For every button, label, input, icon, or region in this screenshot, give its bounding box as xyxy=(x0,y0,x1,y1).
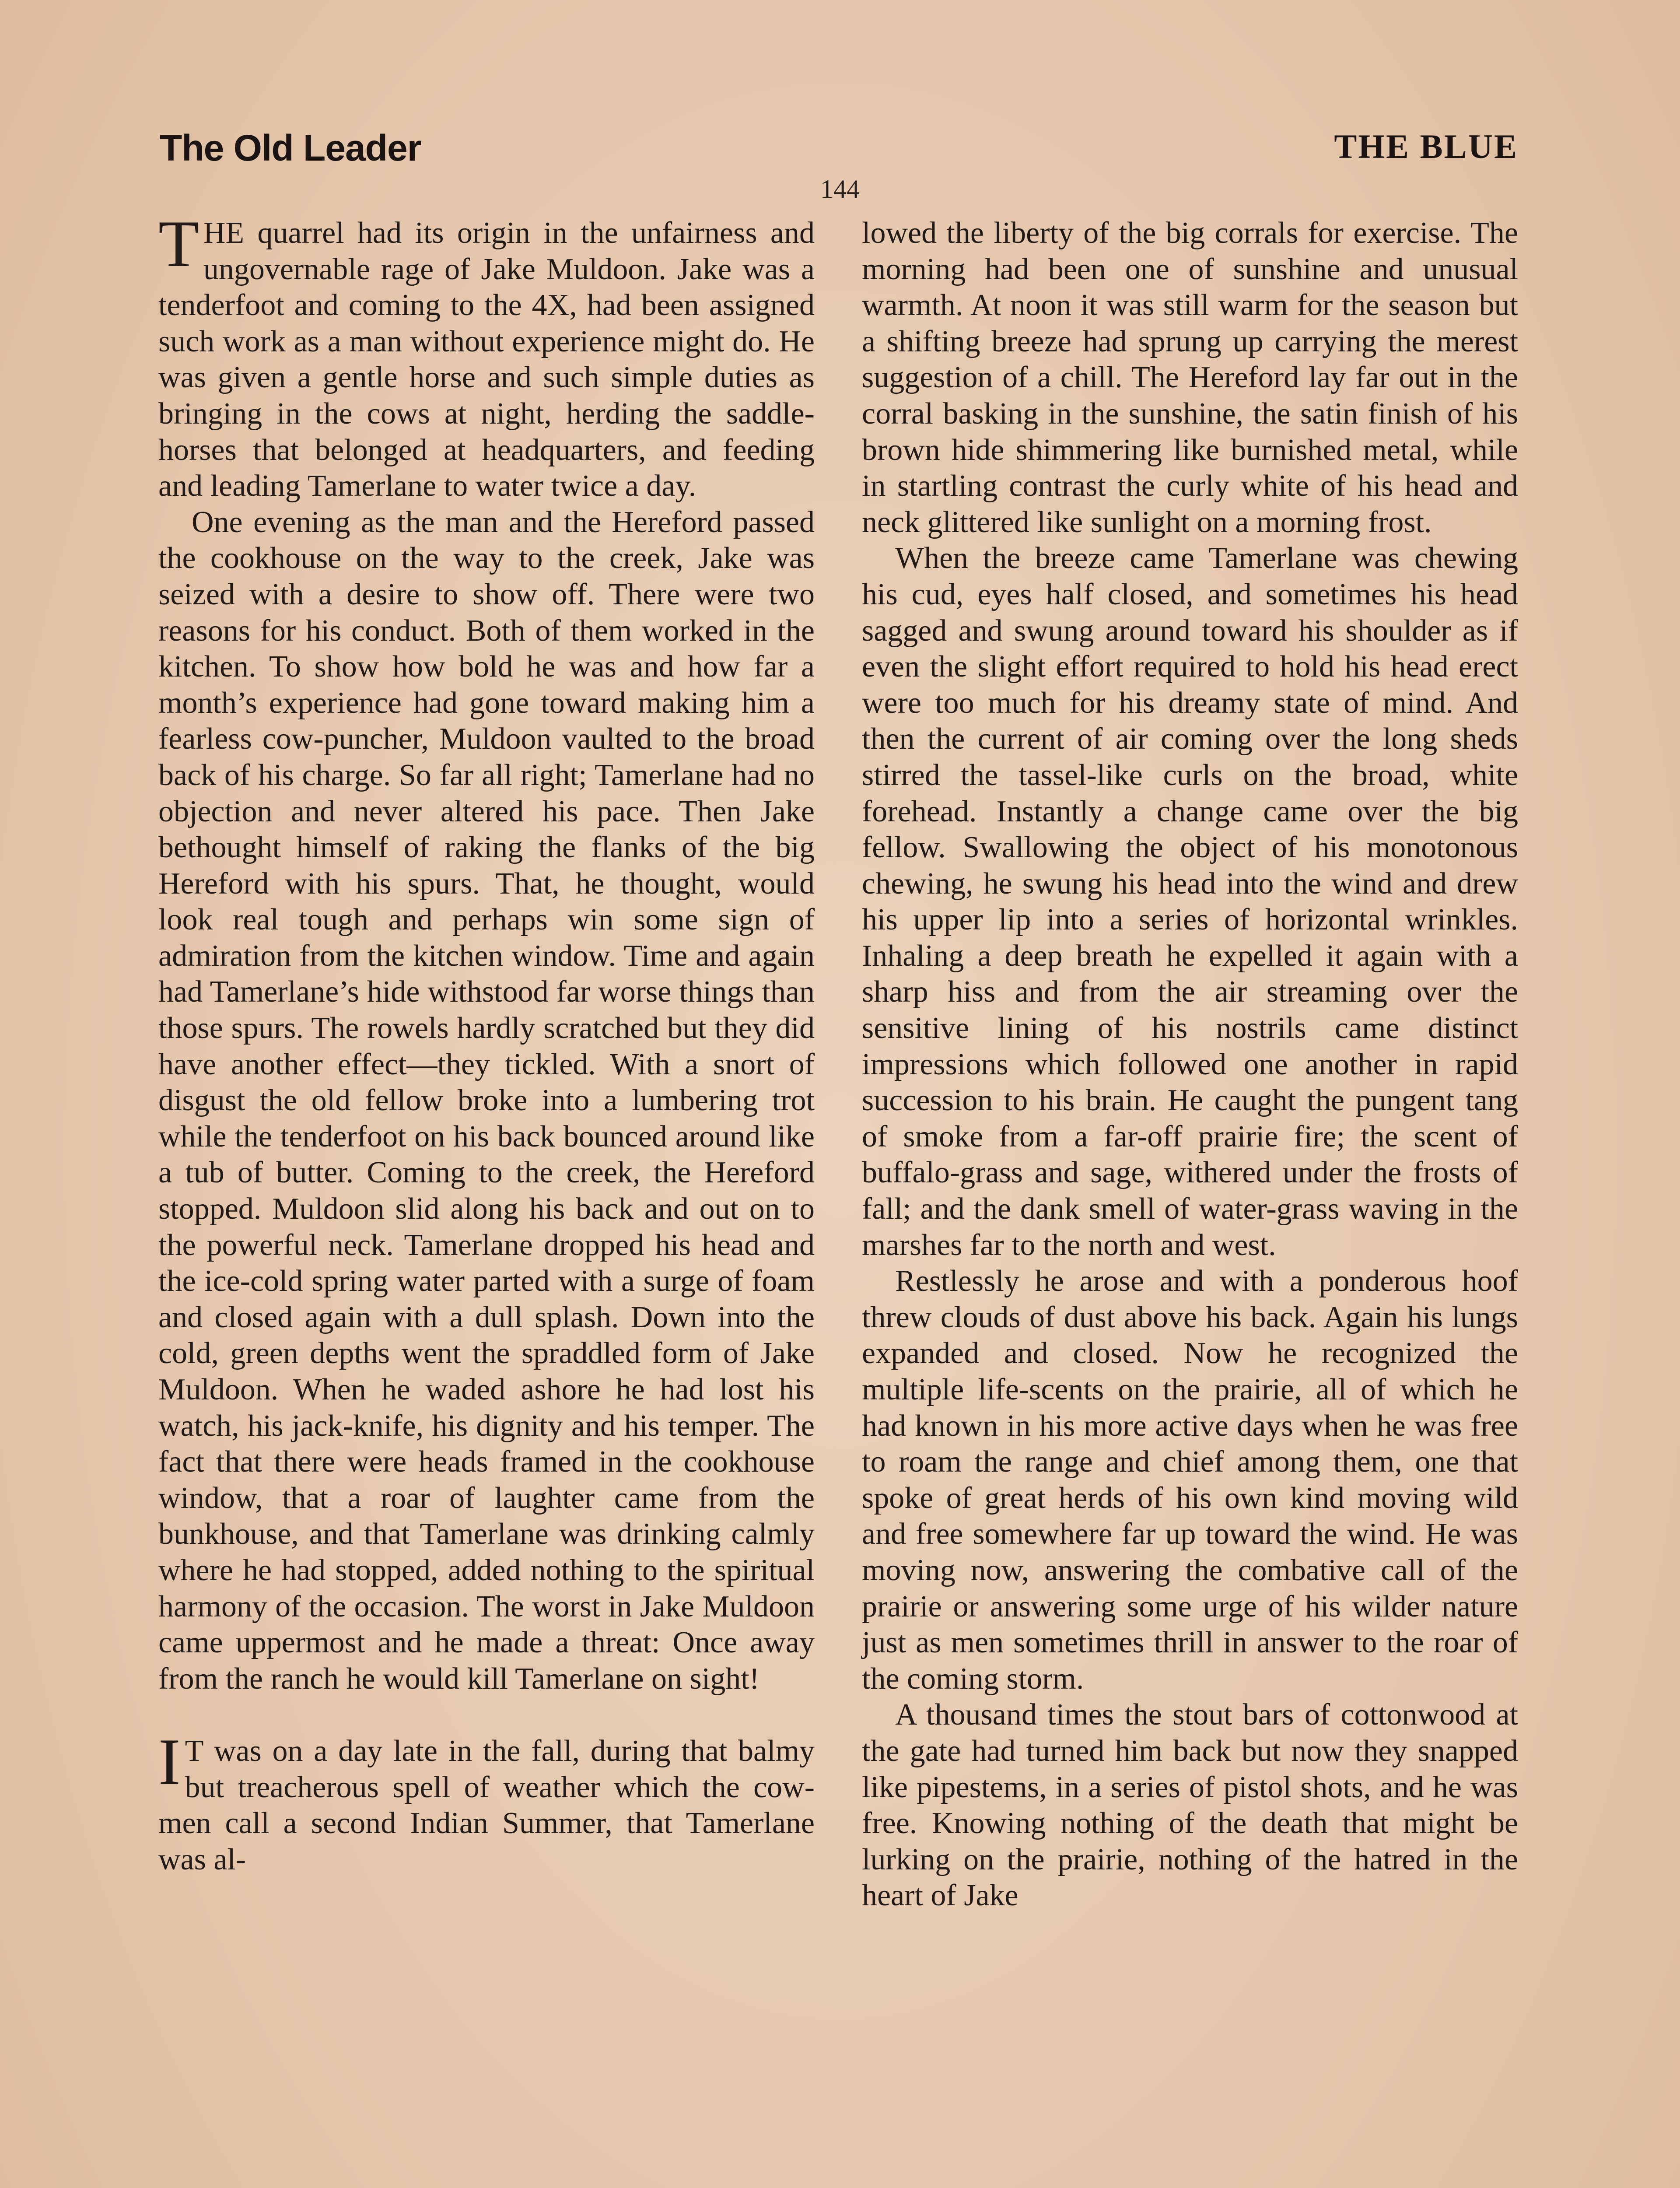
paragraph: When the breeze came Tamerlane was chewing his cud, eyes half closed, and sometimes his head sagged and swung around toward his shoulder as if even the slight effort required to hold his head erect were too much for his dreamy state of mind. And then the current of air coming over the long sheds stirred the tassel-like curls on the broad, white forehead. Instantly a change came over the big fellow. Swallowing the object of his monotonous chewing, he swung his head into the wind and drew his upper lip into a series of horizontal wrinkles. Inhaling a deep breath he expelled it again with a sharp hiss and from the air streaming over the sensitive lining of his nostrils came distinct impressions which followed one another in rapid succession to his brain. He caught the pungent tang of smoke from a far-off prairie fire; the scent of buffalo-grass and sage, withered under the frosts of fall; and the dank smell of water-grass waving in the marshes far to the north and west. xyxy=(862,541,1518,1262)
page-number: 144 xyxy=(820,175,860,203)
paragraph: Restlessly he arose and with a ponderous hoof threw clouds of dust above his back. Again his lungs expanded and closed. Now he recognized the multiple life-scents on the prairie, all of which he had known in his more active days when he was free to roam the range and chief among them, one that spoke of great herds of his own kind moving wild and free somewhere far up toward the wind. He was moving now, answering the combative call of the prairie or answering some urge of his wilder nature just as men sometimes thrill in answer to the roar of the coming storm. xyxy=(862,1264,1518,1696)
section-break xyxy=(158,1697,815,1733)
paragraph: One evening as the man and the Hereford passed the cookhouse on the way to the creek, Jake was seized with a desire to show off. There were two reasons for his conduct. Both of them worked in the kitchen. To show how bold he was and how far a month’s experience had gone toward making him a fearless cow-puncher, Muldoon vaulted to the broad back of his charge. So far all right; Tamerlane had no objection and never altered his pace. Then Jake bethought himself of raking the flanks of the big Hereford with his spurs. That, he thought, would look real tough and perhaps win some sign of admiration from the kitchen window. Time and again had Tamerlane’s hide withstood far worse things than those spurs. The rowels hardly scratched but they did have another effect—they tickled. With a snort of disgust the old fellow broke into a lumbering trot while the tenderfoot on his back bounced around like a tub of butter. Coming to the creek, the Hereford stopped. Muldoon slid along his back and out on to the powerful neck. Tamerlane dropped his head and the ice-cold spring water parted with a surge of foam and closed again with a dull splash. Down into the cold, green depths went the spraddled form of Jake Muldoon. When he waded ashore he had lost his watch, his jack-knife, his dignity and his temper. The fact that there were heads framed in the cookhouse window, that a roar of laughter came from the bunkhouse, and that Tamerlane was drinking calmly where he had stopped, added nothing to the spiritual harmony of the occasion. The worst in Jake Muldoon came uppermost and he made a threat: Once away from the ranch he would kill Tamerlane on sight! xyxy=(158,505,815,1696)
paragraph: THE quarrel had its origin in the unfairness and ungovernable rage of Jake Muldoon. Jake was a tenderfoot and coming to the 4X, had been assigned such work as a man without experience might do. He was given a gentle horse and such simple duties as bringing in the cows at night, herding the saddle-horses that belonged at headquarters, and feeding and leading Tamerlane to water twice a day. xyxy=(158,207,815,503)
left-column xyxy=(158,207,815,1878)
magazine-name: THE BLUE xyxy=(1334,127,1518,165)
paragraph: IT was on a day late in the fall, during that balmy but treacherous spell of weather which the cow-men call a second Indian Summer, that Tamerlane was al- xyxy=(158,1725,815,1876)
paragraph: A thousand times the stout bars of cottonwood at the gate had turned him back but now they snapped like pipestems, in a series of pistol shots, and he was free. Knowing nothing of the death that might be lurking on the prairie, nothing of the hatred in the heart of Jake xyxy=(862,1698,1518,1913)
right-column xyxy=(862,215,1518,1914)
story-title: The Old Leader xyxy=(160,127,421,168)
paragraph: lowed the liberty of the big corrals for exercise. The morning had been one of sunshine and unusual warmth. At noon it was still warm for the season but a shifting breeze had sprung up carrying the merest suggestion of a chill. The Hereford lay far out in the corral basking in the sunshine, the satin finish of his brown hide shimmering like burnished metal, while in startling contrast the curly white of his head and neck glittered like sunlight on a morning frost. xyxy=(862,216,1518,539)
